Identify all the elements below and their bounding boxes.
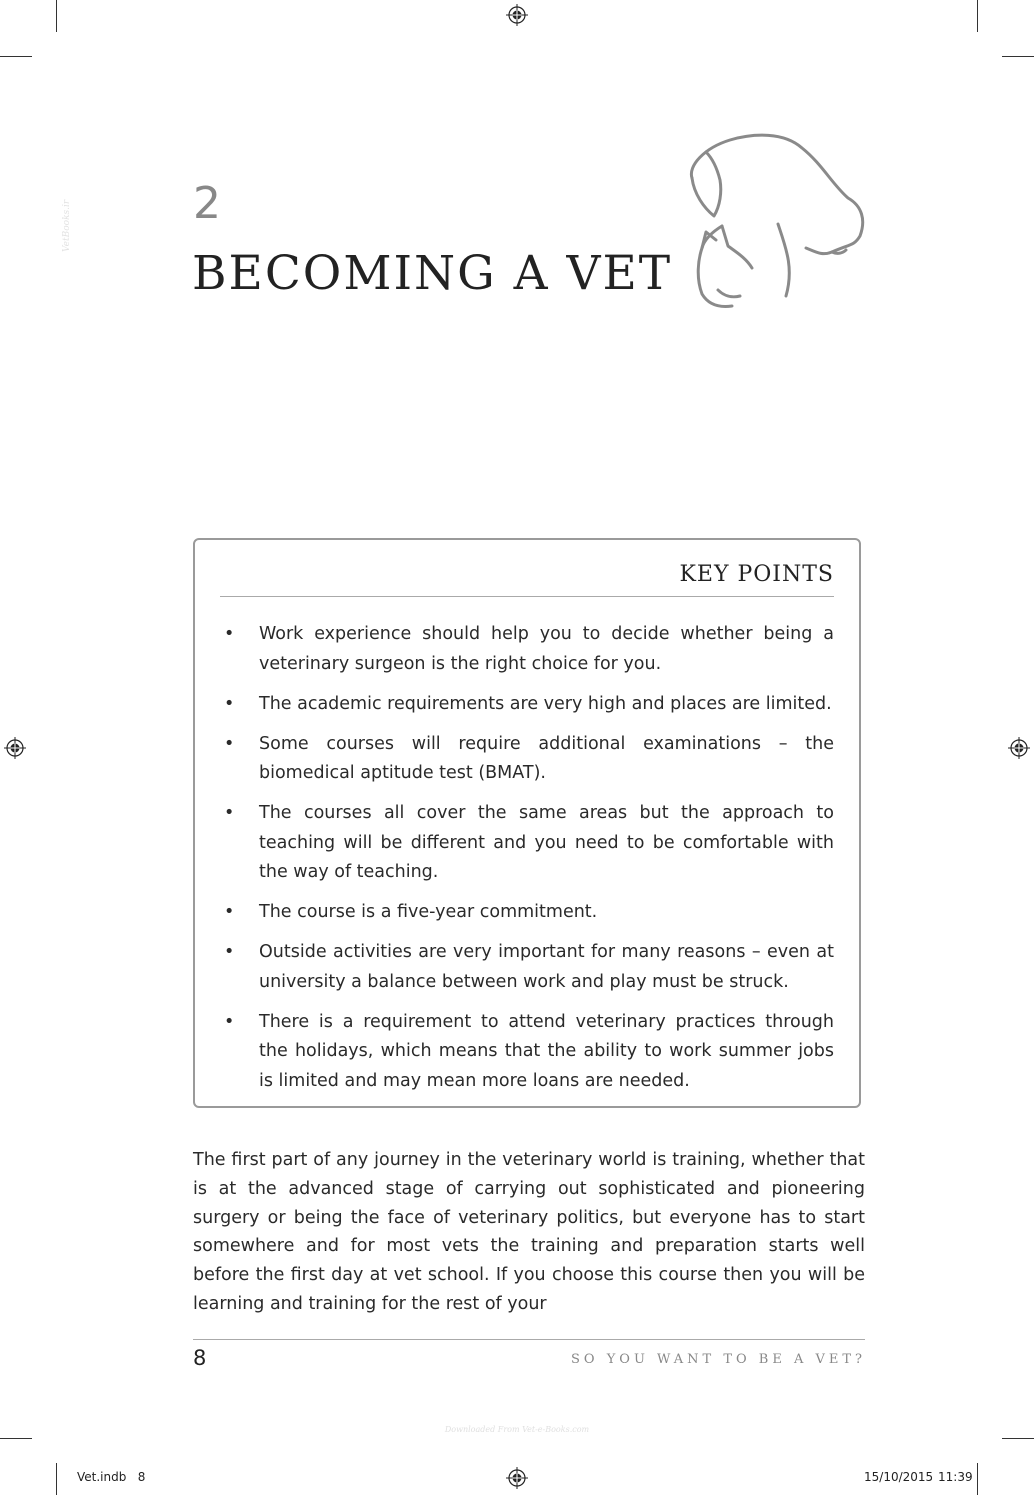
running-title: SO YOU WANT TO BE A VET? <box>571 1352 866 1367</box>
download-watermark: Downloaded From Vet-e-Books.com <box>444 1425 590 1434</box>
crop-mark <box>56 0 57 32</box>
key-point-item <box>220 690 834 720</box>
crop-mark <box>56 1463 57 1495</box>
key-points-heading: KEY POINTS <box>679 562 834 587</box>
key-point-text: The courses all cover the same areas but the approach to teaching will be different and you need to be comfortable with the way of teaching. <box>259 803 834 882</box>
bullet: • <box>224 624 235 644</box>
bullet: • <box>224 803 235 823</box>
key-point-item <box>220 620 834 679</box>
bullet: • <box>224 942 235 962</box>
slug-file: Vet.indb 8 <box>77 1470 146 1484</box>
key-point-text: The course is a five-year commitment. <box>259 902 598 922</box>
bullet: • <box>224 693 235 714</box>
registration-target-icon <box>1008 737 1030 759</box>
key-point-item <box>220 1008 834 1097</box>
key-point-text: Some courses will require additional examinations – the biomedical aptitude test (BMAT). <box>259 733 834 783</box>
bullet: • <box>224 733 235 754</box>
side-watermark: VetBooks.ir <box>62 199 72 252</box>
key-point-item <box>220 730 834 789</box>
key-point-text: There is a requirement to attend veterinary practices through the holidays, which means that the ability to work summer jobs is limited and may mean more loans are needed. <box>259 1011 834 1091</box>
key-point-text: Work experience should help you to decide whether being a veterinary surgeon is the right choice for you. <box>259 624 834 674</box>
bullet: • <box>224 902 235 922</box>
registration-target-icon <box>506 1467 528 1489</box>
key-points-list <box>220 620 834 1107</box>
crop-mark <box>977 0 978 32</box>
slug-date: 15/10/2015 <box>864 1470 934 1484</box>
crop-mark <box>0 56 32 57</box>
crop-mark <box>977 1463 978 1495</box>
key-point-item <box>220 799 834 888</box>
page-number: 8 <box>193 1346 207 1370</box>
chapter-title: BECOMING A VET <box>192 246 673 301</box>
key-point-item <box>220 938 834 997</box>
key-points-divider <box>220 596 834 597</box>
slug-time: 11:39 <box>938 1470 973 1484</box>
crop-mark <box>1002 1438 1034 1439</box>
crop-mark <box>0 1438 32 1439</box>
key-point-item <box>220 898 834 928</box>
bullet: • <box>224 1011 235 1032</box>
crop-mark <box>1002 56 1034 57</box>
key-point-text: The academic requirements are very high and places are limited. <box>259 693 832 714</box>
dog-and-cat-outline-icon <box>682 128 872 313</box>
registration-target-icon <box>4 737 26 759</box>
key-points-box <box>193 538 861 1108</box>
footer-divider <box>193 1339 865 1340</box>
chapter-number: 2 <box>193 178 221 229</box>
body-paragraph: The first part of any journey in the veterinary world is training, whether that is at the advanced stage of carrying out sophisticated and pioneering surgery or being the face of veterinary politics, but everyone has to start somewhere and for most vets the training and preparation starts well before the first day at vet school. If you choose this course then you will be learning and training for the rest of your <box>193 1150 865 1314</box>
key-point-text: Outside activities are very important for many reasons – even at university a balance between work and play must be struck. <box>259 942 834 992</box>
registration-target-icon <box>506 4 528 26</box>
